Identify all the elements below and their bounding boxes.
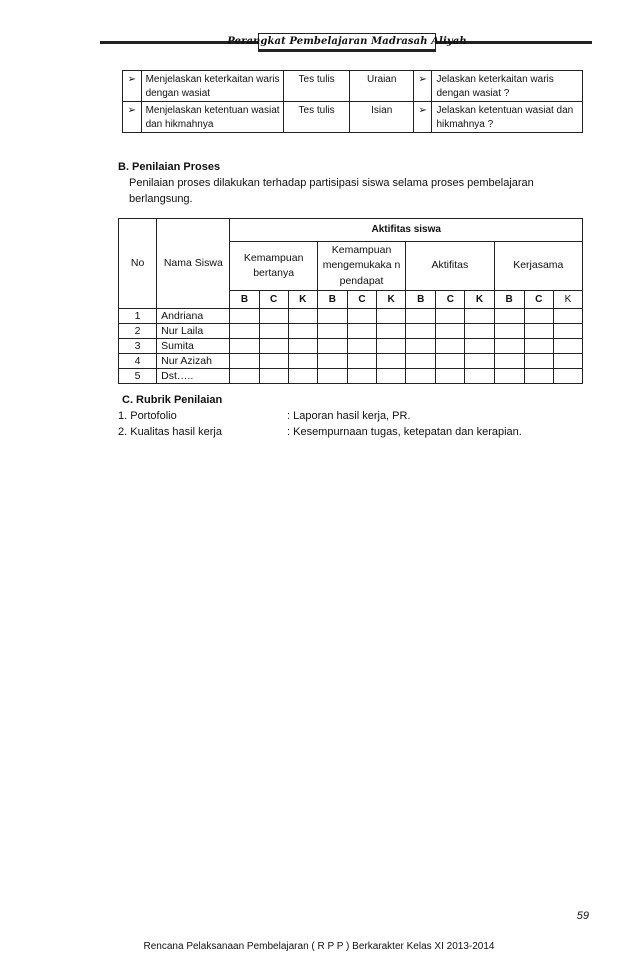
arrow-bullet-icon: ➢ [123,71,142,102]
row-number: 4 [119,354,157,369]
table-row [119,354,583,369]
table-row [119,309,583,324]
table-row [123,71,583,102]
arrow-bullet-icon: ➢ [413,71,432,102]
scale-header: C [347,291,376,309]
aspect-header: Kemampuan bertanya [230,242,317,291]
scale-header: K [553,291,582,309]
row-number: 3 [119,339,157,354]
scale-header: B [406,291,436,309]
row-number: 5 [119,369,157,384]
table-row [123,102,583,133]
table-row [119,369,583,384]
technique-cell: Tes tulis [283,71,350,102]
student-name: Nur Laila [157,324,230,339]
footer-text: Rencana Pelaksanaan Pembelajaran ( R P P ) Berkarakter Kelas XI 2013-2014 [143,941,495,952]
indicator-cell: Menjelaskan ketentuan wasiat dan hikmahnya [141,102,283,133]
aspect-header: Kemampuan mengemukaka n pendapat [317,242,405,291]
technique-cell: Tes tulis [283,102,350,133]
rubric-label: 2. Kualitas hasil kerja [118,426,222,438]
student-name: Andriana [157,309,230,324]
assessment-table [122,70,583,133]
table-header-row [119,219,583,242]
scale-header: B [230,291,259,309]
scale-header: K [465,291,494,309]
instrument-cell: Jelaskan keterkaitan waris dengan wasiat ? [432,71,583,102]
scale-header: C [436,291,465,309]
student-name: Dst….. [157,369,230,384]
row-number: 1 [119,309,157,324]
row-number: 2 [119,324,157,339]
form-cell: Uraian [350,71,413,102]
student-name: Nur Azizah [157,354,230,369]
indicator-cell: Menjelaskan keterkaitan waris dengan wasiat [141,71,283,102]
section-b-title: B. Penilaian Proses [118,161,221,173]
scale-header: K [377,291,406,309]
arrow-bullet-icon: ➢ [413,102,432,133]
table-row [119,324,583,339]
arrow-bullet-icon: ➢ [123,102,142,133]
instrument-cell: Jelaskan ketentuan wasiat dan hikmahnya ? [432,102,583,133]
aspect-header: Kerjasama [494,242,582,291]
scale-header: C [259,291,288,309]
header-title: Perangkat Pembelajaran Madrasah Aliyah [258,33,436,52]
page-number: 59 [576,910,589,922]
table-row [119,339,583,354]
section-c-title: C. Rubrik Penilaian [122,394,223,406]
col-header-name: Nama Siswa [157,219,230,309]
process-table [118,218,583,384]
scale-header: C [524,291,553,309]
scale-header: B [317,291,347,309]
rubric-value: : Kesempurnaan tugas, ketepatan dan kerapian. [287,426,522,438]
col-header-no: No [119,219,157,309]
student-name: Sumita [157,339,230,354]
rubric-label: 1. Portofolio [118,410,177,422]
scale-header: B [494,291,524,309]
rubric-value: : Laporan hasil kerja, PR. [287,410,411,422]
section-b-paragraph: Penilaian proses dilakukan terhadap partisipasi siswa selama proses pembelajaran berlangsung. [129,177,534,205]
group-header-activity: Aktifitas siswa [230,219,583,242]
scale-header: K [288,291,317,309]
aspect-header: Aktifitas [406,242,494,291]
form-cell: Isian [350,102,413,133]
